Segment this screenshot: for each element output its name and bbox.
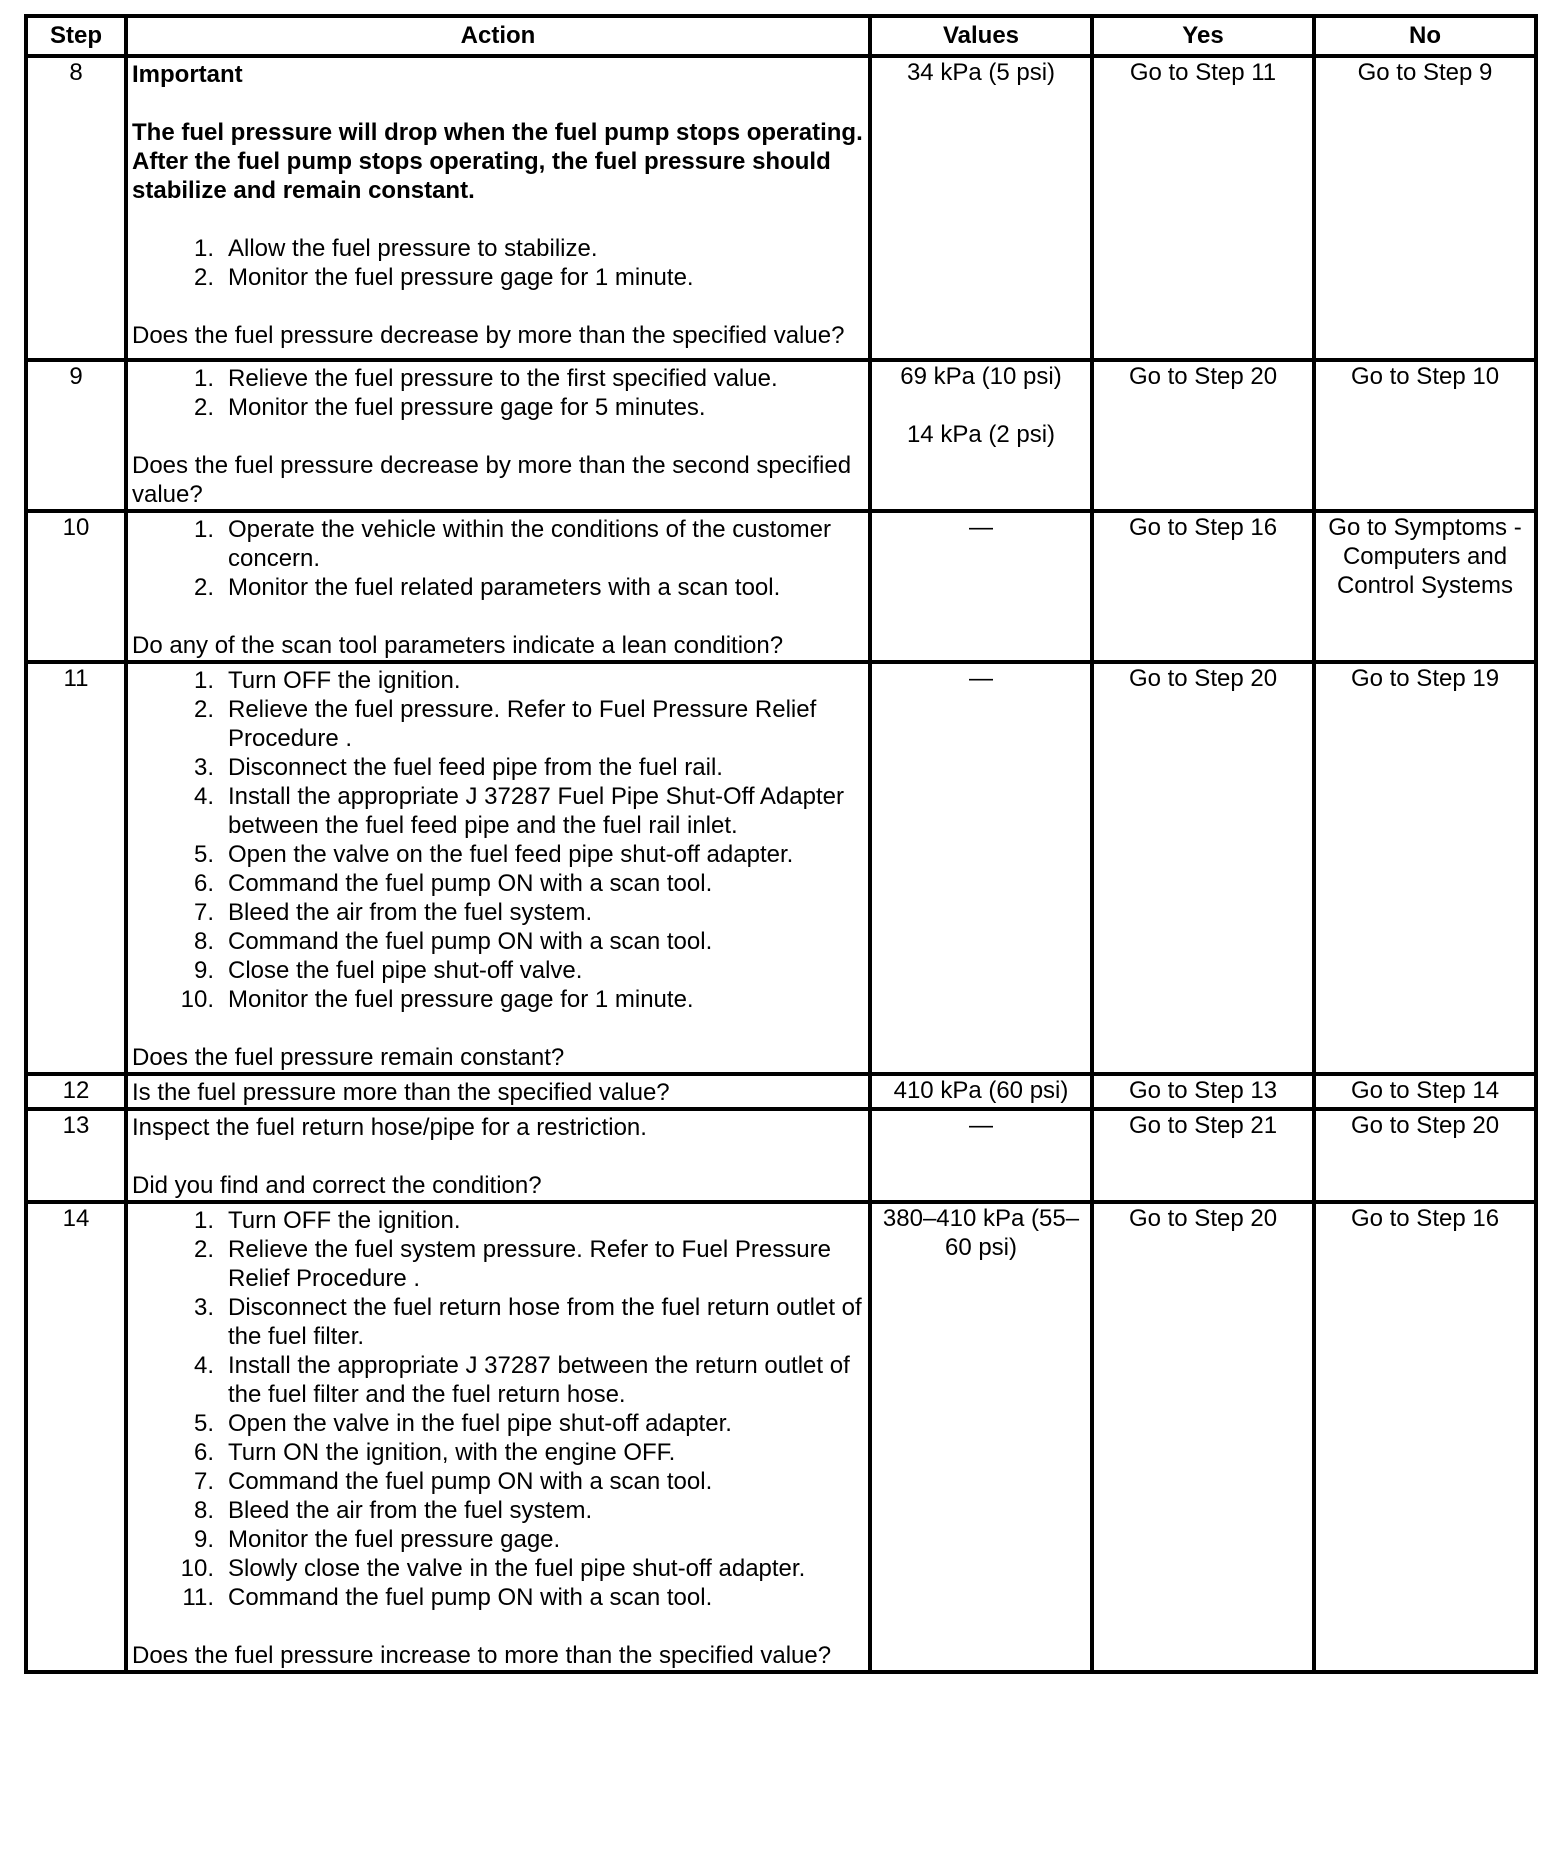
- value-cell: 410 kPa (60 psi): [870, 1074, 1092, 1109]
- step-number: 8: [26, 56, 126, 360]
- question-text: Did you find and correct the condition?: [132, 1172, 542, 1199]
- list-item: 1. Allow the fuel pressure to stabilize.: [193, 235, 598, 262]
- value-cell: 380–410 kPa (55–60 psi): [870, 1202, 1092, 1672]
- step-list: [132, 234, 864, 292]
- no-cell: Go to Step 10: [1314, 360, 1536, 511]
- list-item: 3. Disconnect the fuel feed pipe from the fuel rail.: [193, 754, 723, 781]
- step-number: 14: [26, 1202, 126, 1672]
- list-item: 2. Monitor the fuel pressure gage for 5 minutes.: [193, 394, 706, 421]
- list-item: 2. Relieve the fuel pressure. Refer to Fuel Pressure Relief Procedure .: [193, 696, 817, 752]
- header-yes: Yes: [1092, 16, 1314, 56]
- step-list: [132, 364, 864, 422]
- list-item: 5. Open the valve in the fuel pipe shut-off adapter.: [193, 1410, 732, 1437]
- header-step: Step: [26, 16, 126, 56]
- list-item: 2. Monitor the fuel pressure gage for 1 minute.: [193, 264, 694, 291]
- list-item: 7. Command the fuel pump ON with a scan tool.: [193, 1468, 713, 1495]
- step-list: [132, 666, 864, 1014]
- list-item: 2. Monitor the fuel related parameters with a scan tool.: [193, 574, 781, 601]
- list-item: 8. Bleed the air from the fuel system.: [193, 1497, 593, 1524]
- step-number: 11: [26, 662, 126, 1074]
- important-title: Important: [132, 61, 243, 88]
- yes-cell: Go to Step 13: [1092, 1074, 1314, 1109]
- value-cell: [870, 360, 1092, 511]
- question-text: Does the fuel pressure decrease by more than the second specified value?: [132, 452, 852, 508]
- list-item: 8. Command the fuel pump ON with a scan tool.: [193, 928, 713, 955]
- list-item: 10. Slowly close the valve in the fuel pipe shut-off adapter.: [180, 1555, 806, 1582]
- yes-cell: Go to Step 16: [1092, 511, 1314, 662]
- step-number: 10: [26, 511, 126, 662]
- list-item: 7. Bleed the air from the fuel system.: [193, 899, 593, 926]
- value-cell: —: [870, 511, 1092, 662]
- question-text: Does the fuel pressure decrease by more than the specified value?: [132, 322, 845, 349]
- header-no: No: [1314, 16, 1536, 56]
- header-values: Values: [870, 16, 1092, 56]
- action-cell: [126, 56, 870, 360]
- action-cell: [126, 1202, 870, 1672]
- list-item: 1. Relieve the fuel pressure to the first specified value.: [193, 365, 778, 392]
- header-row: [26, 16, 1536, 56]
- step-number: 13: [26, 1109, 126, 1202]
- list-item: 9. Monitor the fuel pressure gage.: [193, 1526, 561, 1553]
- value-first: 69 kPa (10 psi): [900, 363, 1062, 390]
- yes-cell: Go to Step 20: [1092, 662, 1314, 1074]
- value-cell: —: [870, 662, 1092, 1074]
- list-item: 10. Monitor the fuel pressure gage for 1 minute.: [180, 986, 694, 1013]
- no-cell: Go to Step 16: [1314, 1202, 1536, 1672]
- yes-cell: Go to Step 11: [1092, 56, 1314, 360]
- table-row: [26, 1202, 1536, 1672]
- question-text: Does the fuel pressure increase to more than the specified value?: [132, 1642, 832, 1669]
- yes-cell: Go to Step 20: [1092, 1202, 1314, 1672]
- question-text: Does the fuel pressure remain constant?: [132, 1044, 565, 1071]
- yes-cell: Go to Step 21: [1092, 1109, 1314, 1202]
- list-item: 1. Operate the vehicle within the conditions of the customer concern.: [193, 516, 831, 572]
- step-number: 12: [26, 1074, 126, 1109]
- action-cell: [126, 360, 870, 511]
- important-text: The fuel pressure will drop when the fuel pump stops operating. After the fuel pump stops operating, the fuel pressure should stabilize and remain constant.: [132, 119, 863, 204]
- list-item: 1. Turn OFF the ignition.: [193, 667, 461, 694]
- list-item: 9. Close the fuel pipe shut-off valve.: [193, 957, 583, 984]
- list-item: 4. Install the appropriate J 37287 Fuel Pipe Shut-Off Adapter between the fuel feed pipe and the fuel rail inlet.: [193, 783, 844, 839]
- no-cell: Go to Step 20: [1314, 1109, 1536, 1202]
- table-row: [26, 662, 1536, 1074]
- value-cell: 34 kPa (5 psi): [870, 56, 1092, 360]
- step-list: [132, 515, 864, 602]
- value-cell: —: [870, 1109, 1092, 1202]
- list-item: 3. Disconnect the fuel return hose from the fuel return outlet of the fuel filter.: [193, 1294, 862, 1350]
- header-action: Action: [126, 16, 870, 56]
- table-row: [26, 1109, 1536, 1202]
- question-text: Is the fuel pressure more than the specified value?: [132, 1079, 670, 1106]
- table-row: [26, 56, 1536, 360]
- list-item: 11. Command the fuel pump ON with a scan tool.: [182, 1584, 713, 1611]
- table-row: [26, 360, 1536, 511]
- value-second: 14 kPa (2 psi): [906, 421, 1056, 448]
- list-item: 6. Command the fuel pump ON with a scan tool.: [193, 870, 713, 897]
- no-cell: Go to Step 14: [1314, 1074, 1536, 1109]
- action-cell: [126, 662, 870, 1074]
- table-row: [26, 1074, 1536, 1109]
- no-cell: Go to Step 19: [1314, 662, 1536, 1074]
- list-item: 5. Open the valve on the fuel feed pipe shut-off adapter.: [193, 841, 794, 868]
- action-cell: [126, 511, 870, 662]
- no-cell: Go to Step 9: [1314, 56, 1536, 360]
- no-cell: Go to Symptoms - Computers and Control Systems: [1314, 511, 1536, 662]
- yes-cell: Go to Step 20: [1092, 360, 1314, 511]
- list-item: 6. Turn ON the ignition, with the engine OFF.: [193, 1439, 676, 1466]
- table-row: [26, 511, 1536, 662]
- diagnostic-table: [24, 14, 1538, 1674]
- action-cell: [126, 1109, 870, 1202]
- list-item: 2. Relieve the fuel system pressure. Refer to Fuel Pressure Relief Procedure .: [193, 1236, 831, 1292]
- step-list: [132, 1206, 864, 1612]
- step-number: 9: [26, 360, 126, 511]
- list-item: 1. Turn OFF the ignition.: [193, 1207, 461, 1234]
- list-item: 4. Install the appropriate J 37287 between the return outlet of the fuel filter and the fuel return hose.: [193, 1352, 850, 1408]
- instruction-text: Inspect the fuel return hose/pipe for a restriction.: [132, 1114, 647, 1141]
- question-text: Do any of the scan tool parameters indicate a lean condition?: [132, 632, 784, 659]
- action-cell: [126, 1074, 870, 1109]
